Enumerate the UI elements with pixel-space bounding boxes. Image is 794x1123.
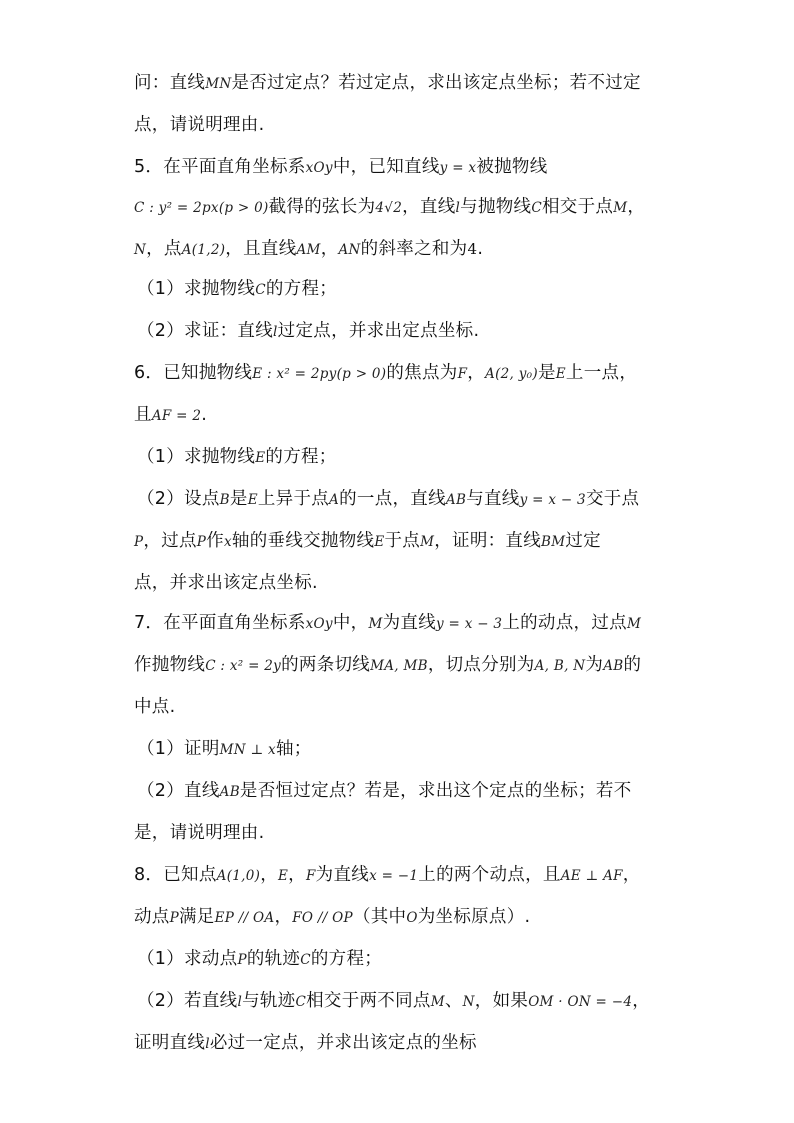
math-expression: x — [224, 534, 232, 550]
math-expression: C — [300, 952, 311, 968]
text-span: ， — [288, 865, 306, 885]
text-span: （2）直线 — [137, 781, 220, 801]
text-span: 是否恒过定点？若是，求出这个定点的坐标；若不 — [239, 781, 632, 801]
text-span: 证明直线 — [134, 1033, 206, 1053]
math-expression: l — [205, 1036, 210, 1052]
text-span: 必过一定点，并求出该定点的坐标 — [209, 1033, 477, 1053]
text-span: 为直线 — [315, 865, 370, 885]
math-expression: EP // OA — [214, 910, 275, 926]
text-line — [134, 694, 175, 720]
text-span: 、 — [444, 991, 463, 1011]
text-span: 上的两个动点，且 — [418, 865, 561, 885]
text-span: . — [201, 405, 208, 425]
math-expression: MN — [205, 76, 232, 92]
text-span: 的轨迹 — [246, 949, 301, 969]
text-span: 的方程； — [265, 279, 338, 299]
text-span: 是，请说明理由. — [134, 823, 265, 843]
text-span: ，切点分别为 — [427, 655, 535, 675]
math-expression: OM · ON = −4 — [528, 994, 633, 1010]
text-span: 8．已知点 — [134, 865, 217, 885]
math-expression: AB — [603, 658, 624, 674]
text-span: 5．在平面直角坐标系 — [134, 157, 306, 177]
math-expression: l — [273, 324, 278, 340]
text-line — [137, 736, 312, 763]
math-expression: 4√2 — [375, 200, 403, 216]
text-span: 上异于点 — [257, 489, 330, 509]
math-expression: C : x² = 2y — [205, 658, 282, 674]
math-expression: AN — [338, 242, 361, 258]
math-expression: N — [134, 242, 147, 258]
math-expression: AB — [219, 784, 240, 800]
math-expression: C — [295, 994, 307, 1010]
math-expression: E — [247, 492, 258, 508]
text-span: ， — [622, 865, 641, 885]
math-expression: xOy — [305, 160, 333, 176]
text-line — [134, 570, 318, 596]
text-span: ， — [632, 991, 651, 1011]
text-span: 是否过定点？若过定点，求出该定点坐标；若不过定 — [231, 73, 641, 93]
math-expression: A(1,2) — [181, 242, 226, 258]
math-expression: AF = 2 — [151, 408, 202, 424]
text-line — [134, 360, 637, 387]
math-expression: FO // OP — [292, 910, 353, 926]
math-expression: y = x − 3 — [519, 492, 586, 508]
math-expression: y = x − 3 — [436, 616, 503, 632]
text-span: （1）求动点 — [137, 949, 238, 969]
math-expression: E — [555, 366, 566, 382]
text-span: 截得的弦长为 — [268, 197, 376, 217]
math-expression: AE ⊥ AF — [560, 868, 623, 884]
text-span: 于点 — [384, 531, 421, 551]
text-span: 交于点 — [585, 489, 640, 509]
text-span: 被抛物线 — [476, 157, 548, 177]
text-line — [134, 820, 264, 846]
text-span: 的 — [623, 655, 642, 675]
text-span: 中， — [332, 613, 369, 633]
text-span: 的两条切线 — [281, 655, 371, 675]
math-expression: M — [626, 616, 642, 632]
text-line — [137, 486, 639, 513]
text-span: 是 — [229, 489, 248, 509]
text-span: （2）设点 — [137, 489, 220, 509]
math-expression: M — [430, 994, 445, 1010]
text-span: （其中 — [352, 907, 407, 927]
text-span: 为坐标原点）. — [417, 907, 531, 927]
text-span: 与直线 — [466, 489, 520, 509]
math-expression: l — [237, 994, 243, 1010]
math-expression: A, B, N — [534, 658, 586, 674]
math-expression: M — [613, 200, 628, 216]
math-expression: A — [329, 492, 340, 508]
text-span: 轴的垂线交抛物线 — [231, 531, 375, 551]
text-span: 的焦点为 — [386, 363, 458, 383]
text-span: （1）求抛物线 — [137, 279, 256, 299]
text-line — [137, 988, 650, 1015]
text-span: 点，并求出该定点坐标. — [134, 573, 318, 593]
text-line — [134, 610, 641, 637]
text-span: ，证明：直线 — [434, 531, 542, 551]
text-line — [134, 70, 641, 97]
text-span: 6．已知抛物线 — [134, 363, 253, 383]
math-expression: B — [219, 492, 230, 508]
text-line — [137, 318, 479, 345]
text-line — [134, 154, 548, 181]
text-span: 点，请说明理由. — [134, 115, 265, 135]
text-span: 上的动点，过点 — [502, 613, 627, 633]
math-expression: P — [196, 534, 207, 550]
math-expression: F — [305, 868, 316, 884]
math-expression: A(1,0) — [216, 868, 261, 884]
text-span: ，如果 — [474, 991, 529, 1011]
math-expression: x = −1 — [369, 868, 419, 884]
math-expression: E — [255, 450, 266, 466]
text-span: 为 — [585, 655, 604, 675]
text-span: ，点 — [146, 239, 182, 259]
text-span: （1）求抛物线 — [137, 447, 256, 467]
text-line — [137, 778, 632, 805]
math-expression: E — [374, 534, 385, 550]
math-expression: l — [455, 200, 461, 216]
text-span: 过定点，并求出定点坐标. — [277, 321, 480, 341]
text-span: 与抛物线 — [460, 197, 532, 217]
text-line — [134, 652, 641, 679]
text-span: ，直线 — [402, 197, 456, 217]
text-line — [134, 402, 207, 429]
math-expression: P — [134, 534, 144, 550]
text-span: 轴； — [275, 739, 312, 759]
text-line — [137, 276, 337, 303]
text-span: 问：直线 — [134, 73, 206, 93]
text-span: 作抛物线 — [134, 655, 206, 675]
text-span: . — [477, 239, 484, 259]
math-expression: A(2, y₀) — [485, 366, 538, 382]
math-expression: E — [278, 868, 289, 884]
text-line — [134, 112, 264, 138]
text-span: 且 — [134, 405, 152, 425]
math-expression: C : y² = 2px(p > 0) — [134, 200, 269, 216]
math-expression: P — [237, 952, 247, 968]
text-span: 过定 — [565, 531, 601, 551]
math-expression: M — [368, 616, 383, 632]
math-expression: C — [531, 200, 542, 216]
text-span: 相交于两不同点 — [306, 991, 431, 1011]
text-span: 的斜率之和为 — [360, 239, 468, 259]
text-line — [134, 194, 645, 221]
math-expression: MN ⊥ x — [219, 742, 276, 758]
math-expression: M — [420, 534, 435, 550]
text-span: 7．在平面直角坐标系 — [134, 613, 306, 633]
text-span: 的方程； — [265, 447, 337, 467]
math-expression: AB — [445, 492, 467, 508]
text-span: 与轨迹 — [242, 991, 296, 1011]
text-span: ， — [260, 865, 279, 885]
text-span: 中，已知直线 — [332, 157, 440, 177]
text-span: ， — [320, 239, 339, 259]
math-expression: MA, MB — [370, 658, 428, 674]
text-line — [137, 444, 337, 471]
text-line — [134, 862, 641, 889]
text-span: 作 — [206, 531, 224, 551]
text-span: 中点. — [134, 697, 176, 717]
text-span: 满足 — [179, 907, 215, 927]
text-span: 的一点，直线 — [339, 489, 446, 509]
text-line — [134, 1030, 477, 1057]
text-line — [134, 528, 601, 555]
text-span: 为直线 — [382, 613, 436, 633]
text-span: 是 — [537, 363, 556, 383]
text-span: 上一点， — [565, 363, 638, 383]
math-expression: O — [406, 910, 418, 926]
math-expression: F — [457, 366, 468, 382]
math-expression: N — [462, 994, 475, 1010]
math-expression: xOy — [305, 616, 333, 632]
text-line — [137, 946, 382, 973]
text-line — [134, 236, 483, 263]
math-expression: AM — [296, 242, 321, 258]
text-span: （2）求证：直线 — [137, 321, 274, 341]
text-span: （1）证明 — [137, 739, 220, 759]
text-span: 动点 — [134, 907, 170, 927]
text-span: 4 — [467, 240, 478, 258]
text-span: ，过点 — [143, 531, 197, 551]
text-span: ， — [627, 197, 646, 217]
text-span: 的方程； — [310, 949, 383, 969]
text-span: ， — [274, 907, 293, 927]
math-expression: E : x² = 2py(p > 0) — [252, 366, 387, 382]
text-span: ，且直线 — [225, 239, 297, 259]
math-expression: C — [255, 282, 266, 298]
text-span: （2）若直线 — [137, 991, 238, 1011]
text-span: ， — [467, 363, 486, 383]
text-line — [134, 904, 530, 931]
math-expression: y = x — [439, 160, 477, 176]
math-expression: P — [169, 910, 179, 926]
text-span: 相交于点 — [541, 197, 614, 217]
math-expression: BM — [541, 534, 566, 550]
